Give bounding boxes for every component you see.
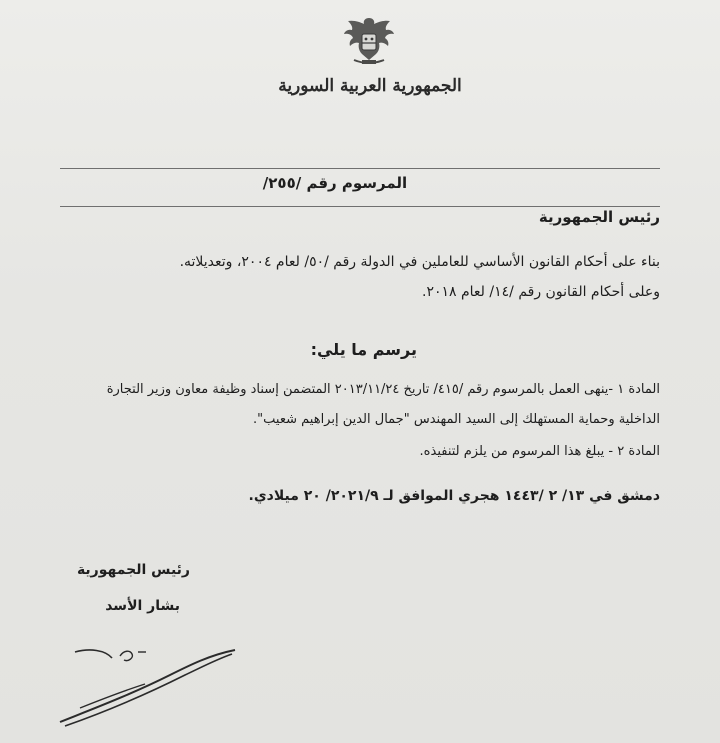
syrian-eagle-emblem-icon [340,12,398,68]
republic-name: الجمهورية العربية السورية [278,76,462,96]
article-1-line-2: الداخلية وحماية المستهلك إلى السيد المهندس "جمال الدين إبراهيم شعيب". [253,412,660,427]
signature-title: رئيس الجمهورية [76,562,190,578]
divider-bottom [60,206,660,207]
basis-line-1: بناء على أحكام القانون الأساسي للعاملين في الدولة رقم /٥٠/ لعام ٢٠٠٤، وتعديلاته. [179,254,660,270]
date-line: دمشق في ١٣/ ٢ /١٤٤٣ هجري الموافق لـ ٢٠٢١/٩/ ٢٠ ميلادي. [248,488,660,504]
divider-top [60,168,660,169]
article-2: المادة ٢ - يبلغ هذا المرسوم من يلزم لتنفيذه. [419,444,660,459]
decree-title: المرسوم رقم /٢٥٥/ [262,174,408,192]
signature-name: بشار الأسد [105,598,180,614]
president-heading: رئيس الجمهورية [538,208,660,226]
decrees-heading: يرسم ما يلي: [310,340,417,359]
basis-line-2: وعلى أحكام القانون رقم /١٤/ لعام ٢٠١٨. [422,284,660,300]
handwritten-signature-icon [50,640,250,730]
article-1-line-1: المادة ١ -ينهى العمل بالمرسوم رقم /٤١٥/ تاريخ ٢٠١٣/١١/٢٤ المتضمن إسناد وظيفة معاون وزير التجارة [106,382,660,397]
